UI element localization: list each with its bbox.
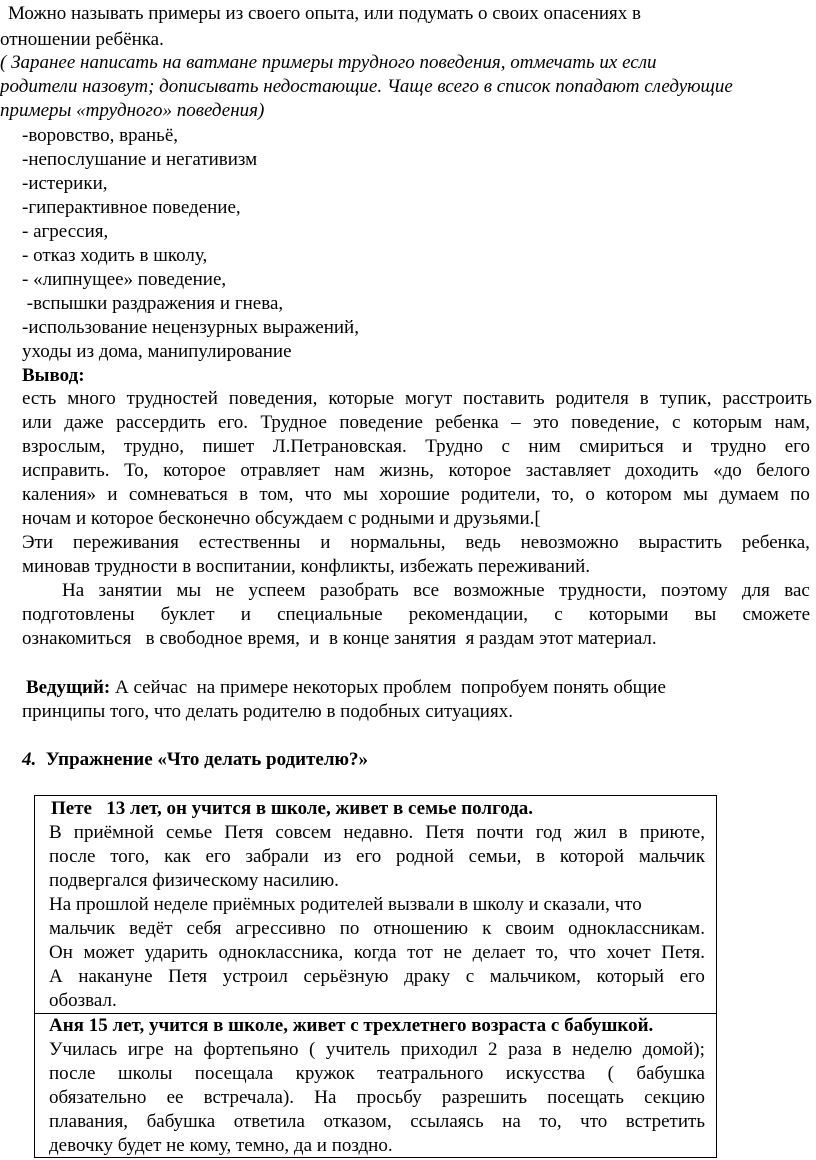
word: когда [353, 942, 397, 963]
word: которое [163, 460, 226, 481]
word: и [240, 604, 251, 625]
word: заставляет [525, 460, 611, 481]
conclusion-p1-line [22, 459, 810, 483]
case-line [49, 821, 705, 845]
word: Л.Петрановская. [272, 436, 407, 457]
word: занятии [98, 580, 163, 601]
word: ( [607, 1063, 614, 1084]
word: что [304, 484, 332, 505]
word: ведёт [129, 918, 173, 939]
word: то, [551, 484, 575, 505]
word: мы [176, 580, 202, 601]
word: учитель [325, 1039, 391, 1060]
word: взрослым, [22, 436, 106, 457]
word: – [511, 412, 521, 433]
case-title: Аня 15 лет, учится в школе, живет с трехлетнего возраста с бабушкой. [49, 1015, 654, 1036]
conclusion-p1-line [22, 387, 812, 411]
word: его [784, 436, 810, 457]
word: в [618, 822, 628, 843]
word: то, [539, 1111, 562, 1132]
conclusion-p1-line [22, 435, 810, 459]
word: по [339, 918, 360, 939]
word: его. [218, 412, 249, 433]
word: что [568, 942, 596, 963]
word: секцию [644, 1087, 705, 1108]
word: родной [395, 846, 454, 867]
word: плавания, [49, 1111, 129, 1132]
word: ударить [144, 942, 208, 963]
word: Петя [168, 966, 208, 987]
word: жил [573, 822, 607, 843]
word: или [22, 412, 52, 433]
word: рассердить [116, 412, 206, 433]
word: посещала [194, 1063, 274, 1084]
word: родители, [460, 484, 541, 505]
case-line: обозвал. [49, 990, 117, 1011]
word: Петя [425, 822, 465, 843]
word: приюте, [639, 822, 705, 843]
word: приходил [400, 1039, 478, 1060]
word: семье [166, 822, 213, 843]
word: отравляет [240, 460, 320, 481]
conclusion-p3-line [22, 603, 810, 627]
host-text: А сейчас на примере некоторых проблем попробуем понять общие [110, 677, 666, 698]
word: жизнь, [379, 460, 434, 481]
host-label: Ведущий: [26, 677, 111, 698]
case-card-anya [34, 1013, 717, 1158]
word: это [533, 412, 559, 433]
list-item: -гиперактивное поведение, [22, 197, 241, 218]
word: встречала). [203, 1087, 295, 1108]
word: все [413, 580, 440, 601]
host-line-2: принципы того, что делать родителю в подобных ситуациях. [22, 701, 513, 722]
word: расстроить [722, 388, 812, 409]
word: ссылаясь [410, 1111, 484, 1132]
word: бабушка [146, 1111, 216, 1132]
word: приёмной [73, 822, 154, 843]
word: с [671, 412, 681, 433]
case-line [49, 1038, 705, 1062]
word: На [314, 1087, 337, 1108]
case-line [49, 845, 705, 869]
word: поведения, [228, 388, 318, 409]
word: нам [334, 460, 365, 481]
word: ребенка, [741, 532, 810, 553]
word: мальчик [49, 918, 116, 939]
word: и [107, 484, 118, 505]
word: поведение, [571, 412, 660, 433]
word: вы [694, 604, 717, 625]
word: театрального [377, 1063, 484, 1084]
case-line [49, 1110, 705, 1134]
word: в [536, 846, 546, 867]
word: котором [606, 484, 672, 505]
word: своим [505, 918, 555, 939]
word: по [790, 484, 810, 505]
case-card-petya [34, 795, 717, 1014]
list-item: - отказ ходить в школу, [22, 245, 208, 266]
word: встретить [625, 1111, 705, 1132]
word: поведение [339, 412, 423, 433]
word: есть [22, 388, 57, 409]
intro-line-1: Можно называть примеры из своего опыта, или подумать о своих опасениях в [8, 3, 641, 24]
word: обязательно [49, 1087, 147, 1108]
word: возможные [453, 580, 545, 601]
list-item: -непослушание и негативизм [22, 149, 258, 170]
word: с [465, 966, 475, 987]
word: одноклассникам. [568, 918, 705, 939]
case-line [49, 941, 705, 965]
word: драку [404, 966, 451, 987]
word: в [239, 484, 249, 505]
intro-line-2: отношении ребёнка. [0, 29, 164, 50]
word: его [205, 846, 231, 867]
word: отказом, [323, 1111, 392, 1132]
word: То, [124, 460, 149, 481]
word: мальчиком, [489, 966, 581, 987]
word: фортепьяно [203, 1039, 299, 1060]
case-title: Пете 13 лет, он учится в школе, живет в семье полгода. [51, 798, 534, 819]
conclusion-p1-line: ночам и которое бесконечно обсуждаем с родными и друзьями.[ [22, 508, 541, 529]
word: его [679, 966, 705, 987]
word: делает [472, 942, 526, 963]
word: Эти [22, 532, 54, 553]
word: много [67, 388, 116, 409]
word: серьёзную [303, 966, 389, 987]
word: специальные [277, 604, 383, 625]
case-line: На прошлой неделе приёмных родителей вызвали в школу и сказали, что [49, 894, 642, 915]
word: переживания [72, 532, 179, 553]
word: разобрать [319, 580, 399, 601]
word: том, [259, 484, 294, 505]
word: год [535, 822, 562, 843]
instruction-line-1: ( Заранее написать на ватмане примеры трудного поведения, отмечать их если [0, 52, 657, 73]
word: которыми [588, 604, 669, 625]
word: в [552, 1039, 562, 1060]
conclusion-p1-line [22, 483, 810, 507]
case-line: подвергался физическому насилию. [49, 870, 339, 891]
word: мы [343, 484, 368, 505]
word: белого [756, 460, 810, 481]
word: с [501, 436, 510, 457]
exercise-title: Упражнение «Что делать родителю?» [36, 749, 369, 770]
word: просьбу [356, 1087, 422, 1108]
word: ним [528, 436, 561, 457]
word: его [355, 846, 382, 867]
word: как [164, 846, 191, 867]
word: на [502, 1111, 521, 1132]
word: то, [535, 942, 559, 963]
word: естественны [198, 532, 301, 553]
word: устроил [222, 966, 288, 987]
word: о [585, 484, 595, 505]
case-line [49, 917, 705, 941]
word: Петя. [661, 942, 705, 963]
word: к [482, 918, 492, 939]
exercise-heading [22, 748, 368, 772]
word: себя [186, 918, 222, 939]
word: каления» [22, 484, 97, 505]
word: нормальны, [350, 532, 446, 553]
word: хочет [606, 942, 651, 963]
word: и [682, 436, 693, 457]
word: который [596, 966, 665, 987]
word: трудности, [558, 580, 647, 601]
word: даже [64, 412, 104, 433]
word: на [174, 1039, 193, 1060]
word: могут [405, 388, 453, 409]
word: подготовлены [22, 604, 135, 625]
list-item: - «липнущее» поведение, [22, 269, 227, 290]
word: что [580, 1111, 608, 1132]
list-item: уходы из дома, манипулирование [22, 341, 292, 362]
word: Училась [49, 1039, 118, 1060]
word: поэтому [660, 580, 728, 601]
word: накануне [78, 966, 153, 987]
word: вырастить [638, 532, 723, 553]
word: ведь [465, 532, 501, 553]
case-line [49, 1062, 705, 1086]
word: посещать [547, 1087, 624, 1108]
word: из [323, 846, 342, 867]
list-item: -истерики, [22, 173, 108, 194]
word: и [320, 532, 331, 553]
word: Трудно [425, 436, 484, 457]
word: тупик, [659, 388, 712, 409]
word: с [554, 604, 563, 625]
word: мальчик [638, 846, 705, 867]
word: рекомендации, [408, 604, 529, 625]
word: разрешить [441, 1087, 528, 1108]
word: пишет [202, 436, 255, 457]
word: смириться [579, 436, 664, 457]
word: совсем [275, 822, 332, 843]
word: трудно, [123, 436, 185, 457]
case-line: девочку будет не кому, темно, да и поздно. [49, 1135, 393, 1156]
word: после [49, 1063, 96, 1084]
word: ребенка [435, 412, 499, 433]
word: домой); [642, 1039, 705, 1060]
word: которое [448, 460, 512, 481]
word: Петя [224, 822, 264, 843]
word: сможете [742, 604, 810, 625]
word: одноклассника, [218, 942, 344, 963]
word: Трудное [260, 412, 327, 433]
word: семьи, [468, 846, 522, 867]
word: доходить [625, 460, 699, 481]
word: может [83, 942, 135, 963]
case-line [49, 965, 705, 989]
word: родителя [555, 388, 629, 409]
conclusion-p3-line [62, 579, 810, 603]
conclusion-heading: Вывод: [22, 365, 85, 386]
word: школы [117, 1063, 173, 1084]
word: бабушка [636, 1063, 705, 1084]
word: мы [683, 484, 708, 505]
word: невозможно [520, 532, 619, 553]
word: «до [713, 460, 742, 481]
word: не [215, 580, 235, 601]
exercise-number: 4. [22, 749, 37, 770]
list-item: -использование нецензурных выражений, [22, 317, 359, 338]
word: думаем [719, 484, 779, 505]
word: ее [166, 1087, 184, 1108]
word: нам, [774, 412, 810, 433]
word: На [62, 580, 85, 601]
word: недавно. [343, 822, 414, 843]
word: неделю [572, 1039, 633, 1060]
word: хорошие [379, 484, 450, 505]
word: исправить. [22, 460, 110, 481]
word: А [49, 966, 63, 987]
word: почти [476, 822, 524, 843]
word: успеем [248, 580, 306, 601]
word: раза [508, 1039, 542, 1060]
word: после [49, 846, 96, 867]
word: Он [49, 942, 73, 963]
word: 2 [488, 1039, 498, 1060]
list-item: -воровство, враньё, [22, 125, 179, 146]
word: трудно [710, 436, 767, 457]
conclusion-p3-line: ознакомиться в свободное время, и в конце занятия я раздам этот материал. [22, 628, 657, 649]
word: не [443, 942, 462, 963]
word: агрессивно [235, 918, 326, 939]
word: искусства [505, 1063, 586, 1084]
word: которой [559, 846, 625, 867]
case-line [49, 1086, 705, 1110]
word: игре [127, 1039, 164, 1060]
word: тот [407, 942, 433, 963]
list-item: -вспышки раздражения и гнева, [22, 293, 284, 314]
word: ответила [233, 1111, 305, 1132]
word: отношению [373, 918, 469, 939]
word: буклет [160, 604, 215, 625]
word: того, [110, 846, 150, 867]
word: поставить [463, 388, 545, 409]
word: которые [328, 388, 395, 409]
instruction-line-2: родители назовут; дописывать недостающие. Чаще всего в список попадают следующие [0, 76, 733, 97]
word: кружок [295, 1063, 355, 1084]
instruction-line-3: примеры «трудного» поведения) [0, 100, 265, 121]
word: вас [784, 580, 810, 601]
word: сомневаться [128, 484, 228, 505]
host-line-1 [26, 676, 666, 700]
conclusion-p2-line [22, 531, 810, 555]
conclusion-p1-line [22, 411, 810, 435]
list-item: - агрессия, [22, 221, 109, 242]
word: для [742, 580, 770, 601]
word: трудностей [126, 388, 218, 409]
word: ( [309, 1039, 316, 1060]
word: которым [692, 412, 763, 433]
conclusion-p2-line: миновав трудности в воспитании, конфликты, избежать переживаний. [22, 556, 591, 577]
word: в [639, 388, 649, 409]
word: В [49, 822, 62, 843]
word: забрали [245, 846, 309, 867]
